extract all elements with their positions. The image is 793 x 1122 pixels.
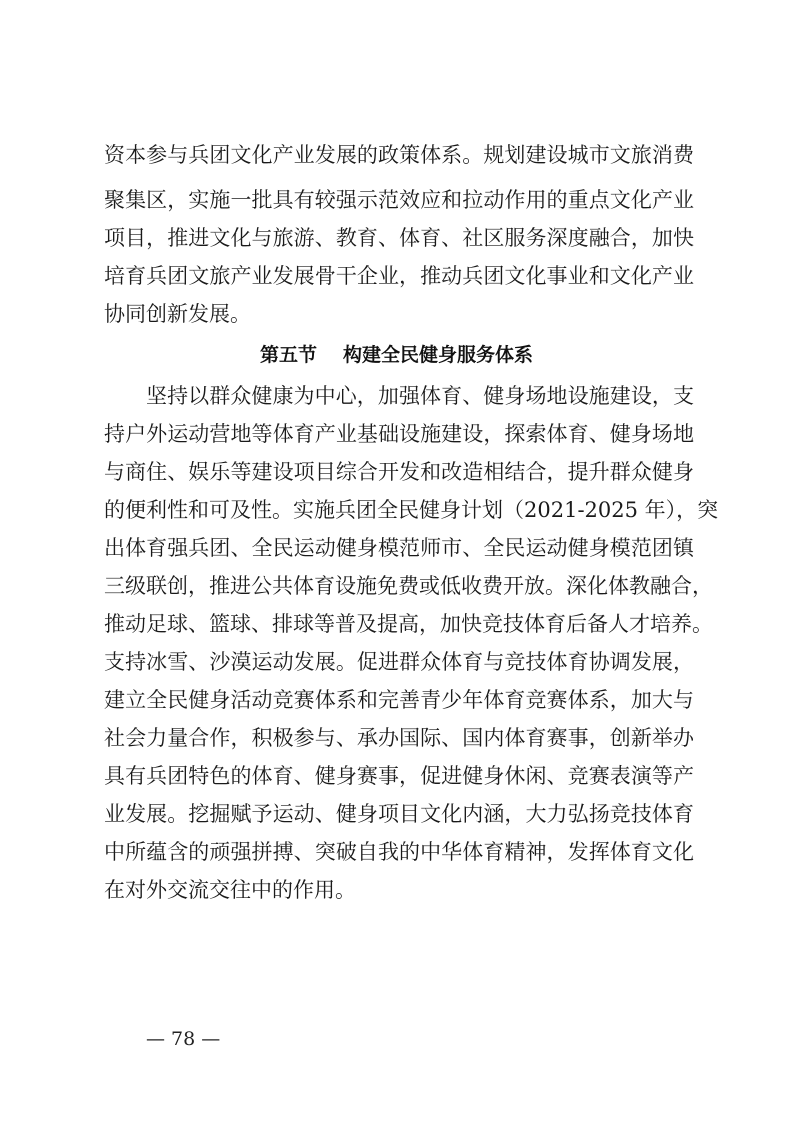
paragraph-line: 建立全民健身活动竞赛体系和完善青少年体育竞赛体系，加大与	[104, 688, 694, 712]
page-number: — 78 —	[146, 1028, 221, 1050]
paragraph-line: 聚集区，实施一批具有较强示范效应和拉动作用的重点文化产业	[104, 188, 694, 212]
section-heading	[0, 336, 793, 374]
paragraph-line: 培育兵团文旅产业发展骨干企业，推动兵团文化事业和文化产业	[104, 264, 694, 288]
paragraph-line: 在对外交流交往中的作用。	[104, 878, 356, 902]
section-title: 构建全民健身服务体系	[343, 344, 534, 366]
paragraph-line: 业发展。挖掘赋予运动、健身项目文化内涵，大力弘扬竞技体育	[104, 802, 694, 826]
paragraph-line: 三级联创，推进公共体育设施免费或低收费开放。深化体教融合，	[104, 574, 713, 598]
paragraph-line: 坚持以群众健康为中心，加强体育、健身场地设施建设，支	[146, 384, 694, 408]
paragraph-line: 具有兵团特色的体育、健身赛事，促进健身休闲、竞赛表演等产	[104, 764, 694, 788]
paragraph-line: 项目，推进文化与旅游、教育、体育、社区服务深度融合，加快	[104, 226, 694, 250]
paragraph-line: 资本参与兵团文化产业发展的政策体系。规划建设城市文旅消费	[104, 143, 694, 167]
paragraph-line: 的便利性和可及性。实施兵团全民健身计划（2021-2025 年），突	[104, 498, 719, 522]
paragraph-line: 出体育强兵团、全民运动健身模范师市、全民运动健身模范团镇	[104, 536, 694, 560]
paragraph-line: 持户外运动营地等体育产业基础设施建设，探索体育、健身场地	[104, 422, 694, 446]
section-number: 第五节	[259, 344, 317, 366]
paragraph-line: 推动足球、篮球、排球等普及提高，加快竞技体育后备人才培养。	[104, 612, 713, 636]
paragraph-line: 协同创新发展。	[104, 302, 251, 326]
paragraph-line: 支持冰雪、沙漠运动发展。促进群众体育与竞技体育协调发展，	[104, 650, 694, 674]
paragraph-line: 与商住、娱乐等建设项目综合开发和改造相结合，提升群众健身	[104, 460, 694, 484]
paragraph-line: 社会力量合作，积极参与、承办国际、国内体育赛事，创新举办	[104, 726, 694, 750]
paragraph-line: 中所蕴含的顽强拼搏、突破自我的中华体育精神，发挥体育文化	[104, 840, 694, 864]
